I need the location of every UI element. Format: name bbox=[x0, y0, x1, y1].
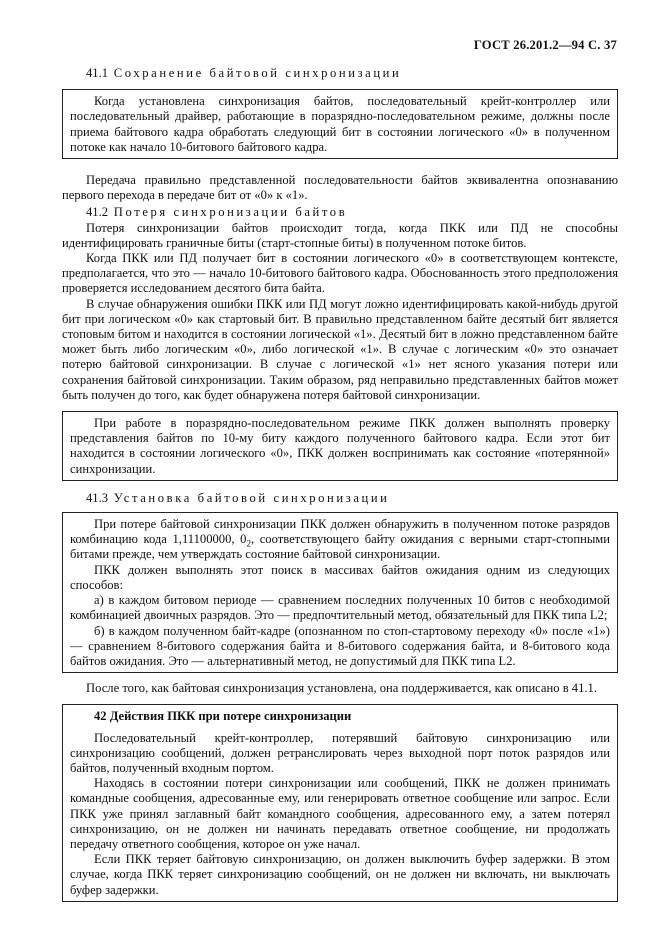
paragraph: Передача правильно представленной последовательности байтов эквивалентна опознаванию первого перехода в передаче бит от «0» к «1». bbox=[62, 173, 618, 203]
section-42-heading: 42 Действия ПКК при потере синхронизации bbox=[94, 709, 352, 724]
section-title: Потеря синхронизации байтов bbox=[113, 205, 348, 220]
box-paragraph: Если ПКК теряет байтовую синхронизацию, он должен выключить буфер задержки. В этом случае, когда ПКК теряет синхронизацию сообщений, он не должен ни включать, ни выключать буфер задержки. bbox=[70, 852, 610, 897]
requirement-box-41-3 bbox=[62, 512, 618, 673]
box-paragraph: Последовательный крейт-контроллер, потерявший байтовую синхронизацию или синхронизацию сообщений, должен ретранслировать через выходной порт поток разрядов или байтов, полученный входным портом. bbox=[70, 730, 610, 775]
subscript: 2 bbox=[246, 538, 251, 549]
requirement-box-41-1 bbox=[62, 89, 618, 159]
box-list-item-b: б) в каждом полученном байт-кадре (опознанном по стоп-стартовому переходу «0» после «1») — сравнением 8-битового содержания байта и 8-битового содержания байта, и 8-битового кода байтов ожидания. Это — альтернативный метод, не допустимый для ПКК типа L2. bbox=[70, 623, 610, 668]
box-paragraph: ПКК должен выполнять этот поиск в массивах байтов ожидания одним из следующих способов: bbox=[70, 562, 610, 592]
paragraph: Когда ПКК или ПД получает бит в состоянии логического «0» в соответствующем контексте, предполагается, что это — начало 10-битового байтового кадра. Обоснованность этого предположения проверяется исследованием десятого бита байта. bbox=[62, 251, 618, 296]
requirement-box-42 bbox=[62, 704, 618, 901]
box-paragraph: Когда установлена синхронизация байтов, последовательный крейт-контроллер или последовательный драйвер, работающие в поразрядно-последовательном режиме, должны после приема байтового кадра обработать следующий бит в состоянии логического «0» в полученном потоке как начало 10-битового байтового кадра. bbox=[70, 94, 610, 154]
section-title: Установка байтовой синхронизации bbox=[113, 490, 390, 505]
box-paragraph: При потере байтовой синхронизации ПКК должен обнаружить в полученном потоке разрядов комбинацию кода 1,11100000, $0_2$, соответствующего байту ожидания с верными старт-стопными битами прежде, чем утверждать состояние байтовой синхронизации. bbox=[70, 517, 610, 562]
box-paragraph: Находясь в состоянии потери синхронизации или сообщений, ПКК не должен принимать командные сообщения, адресованные ему, или генерировать ответное сообщение или запрос. Если ПКК уже принял заглавный байт командного сообщения, адресованного ему, а затем потерял синхронизацию, он не должен ни начинать передавать ответное сообщение, ни продолжать передачу ответного сообщения, которое он уже начал. bbox=[70, 776, 610, 851]
section-41-1-heading bbox=[62, 66, 618, 81]
section-41-3-heading bbox=[62, 491, 618, 506]
section-title: Сохранение байтовой синхронизации bbox=[113, 66, 402, 80]
paragraph: После того, как байтовая синхронизация установлена, она поддерживается, как описано в 41.1. bbox=[86, 681, 597, 696]
paragraph: В случае обнаружения ошибки ПКК или ПД могут ложно идентифицировать какой-нибудь другой бит при логическом «0» как стартовый бит. В правильно представленном байте десятый бит является стоповым битом и находится в состоянии логической «1». Десятый бит в ложно представленном байте может быть либо логическим «0», либо логической «1». В случае с логическим «0» это означает потерю байтовой синхронизации. В случае с логической «1» нет ясного указания потери или сохранения байтовой синхронизации. Таким образом, ряд неправильно представленных байтов может быть получен до того, как будет обнаружена потеря байтовой синхронизации. bbox=[62, 296, 618, 402]
requirement-box-41-2 bbox=[62, 411, 618, 481]
section-41-2-heading bbox=[62, 205, 618, 220]
box-list-item-a: а) в каждом битовом периоде — сравнением последних полученных 10 битов с необходимой комбинацией двоичных разрядов. Это — предпочтительный метод, обязательный для ПКК типа L2; bbox=[70, 593, 610, 623]
paragraph: Потеря синхронизации байтов происходит тогда, когда ПКК или ПД не способны идентифицировать граничные биты (старт-стопные биты) в полученном потоке битов. bbox=[62, 220, 618, 250]
page-content bbox=[62, 64, 618, 902]
section-number: 41.3 bbox=[86, 490, 109, 505]
section-number: 41.1 bbox=[86, 66, 109, 80]
box-paragraph: При работе в поразрядно-последовательном режиме ПКК должен выполнять проверку представления байтов по 10-му биту каждого полученного байтового кадра. Если этот бит находится в состоянии логического «0», ПКК должен воспринимать как состояние «потерянной» синхронизации. bbox=[70, 416, 610, 476]
page-header: ГОСТ 26.201.2—94 С. 37 bbox=[473, 38, 617, 52]
section-number: 41.2 bbox=[86, 205, 109, 220]
